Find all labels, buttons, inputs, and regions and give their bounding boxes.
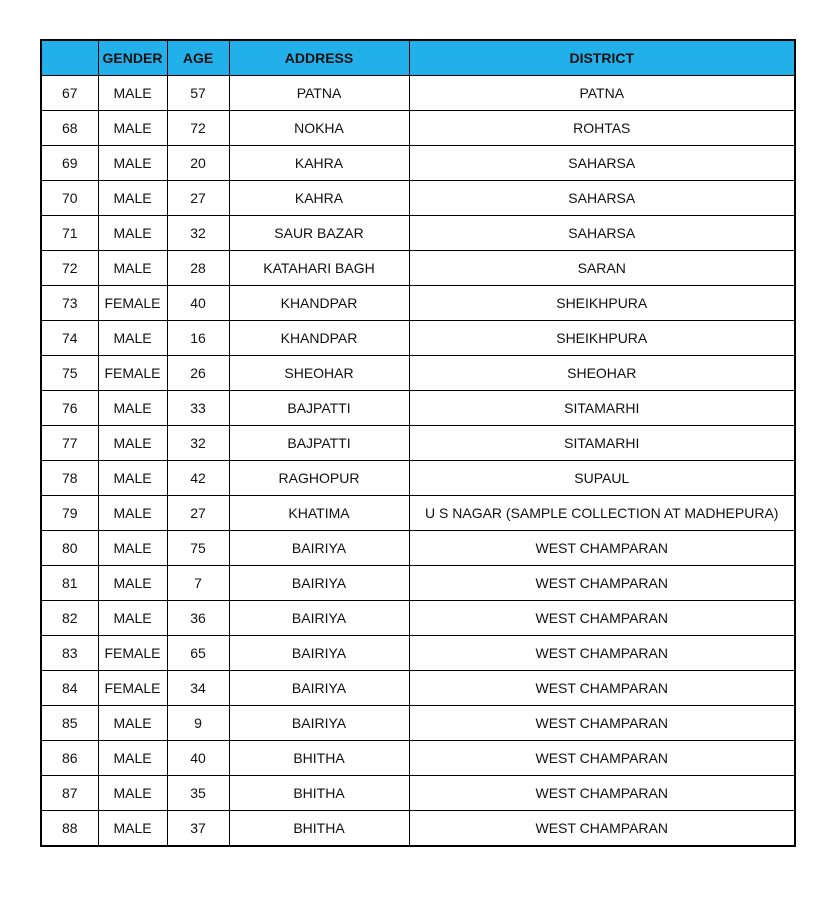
cell-age: 37 <box>167 811 229 847</box>
cell-address: BAIRIYA <box>229 531 409 566</box>
cell-age: 32 <box>167 216 229 251</box>
cell-gender: MALE <box>98 531 167 566</box>
cell-district: WEST CHAMPARAN <box>409 671 795 706</box>
table-header <box>41 40 795 76</box>
cell-age: 57 <box>167 76 229 111</box>
cell-district: SHEOHAR <box>409 356 795 391</box>
cell-address: BHITHA <box>229 776 409 811</box>
cell-serial: 67 <box>41 76 98 111</box>
cell-gender: FEMALE <box>98 671 167 706</box>
cell-serial: 87 <box>41 776 98 811</box>
cell-serial: 85 <box>41 706 98 741</box>
table-row <box>41 111 795 146</box>
cell-serial: 70 <box>41 181 98 216</box>
cell-serial: 84 <box>41 671 98 706</box>
cell-gender: MALE <box>98 566 167 601</box>
cell-serial: 74 <box>41 321 98 356</box>
table-row <box>41 566 795 601</box>
cell-serial: 71 <box>41 216 98 251</box>
cell-address: RAGHOPUR <box>229 461 409 496</box>
cell-serial: 73 <box>41 286 98 321</box>
table-row <box>41 426 795 461</box>
cell-gender: MALE <box>98 461 167 496</box>
table-body <box>41 76 795 847</box>
cell-gender: MALE <box>98 776 167 811</box>
cell-district: WEST CHAMPARAN <box>409 566 795 601</box>
cell-gender: MALE <box>98 251 167 286</box>
cell-age: 20 <box>167 146 229 181</box>
table-row <box>41 286 795 321</box>
cell-district: SITAMARHI <box>409 391 795 426</box>
table-row <box>41 76 795 111</box>
cell-district: ROHTAS <box>409 111 795 146</box>
cell-district: U S NAGAR (SAMPLE COLLECTION AT MADHEPURA) <box>409 496 795 531</box>
cell-district: WEST CHAMPARAN <box>409 706 795 741</box>
cell-gender: MALE <box>98 146 167 181</box>
cell-district: SAHARSA <box>409 216 795 251</box>
cell-age: 7 <box>167 566 229 601</box>
cell-gender: FEMALE <box>98 636 167 671</box>
cell-age: 16 <box>167 321 229 356</box>
cell-serial: 79 <box>41 496 98 531</box>
table-row <box>41 391 795 426</box>
table-row <box>41 636 795 671</box>
table-row <box>41 461 795 496</box>
cell-age: 34 <box>167 671 229 706</box>
cell-age: 26 <box>167 356 229 391</box>
cell-age: 36 <box>167 601 229 636</box>
cell-district: SAHARSA <box>409 181 795 216</box>
header-district: DISTRICT <box>409 40 795 76</box>
cell-gender: MALE <box>98 321 167 356</box>
cell-age: 75 <box>167 531 229 566</box>
table-row <box>41 706 795 741</box>
cell-address: BAIRIYA <box>229 706 409 741</box>
cell-gender: MALE <box>98 426 167 461</box>
cell-district: SARAN <box>409 251 795 286</box>
cell-serial: 78 <box>41 461 98 496</box>
cell-serial: 88 <box>41 811 98 847</box>
cell-address: SHEOHAR <box>229 356 409 391</box>
cell-age: 9 <box>167 706 229 741</box>
cell-gender: MALE <box>98 496 167 531</box>
cell-serial: 72 <box>41 251 98 286</box>
cell-district: SHEIKHPURA <box>409 321 795 356</box>
cell-gender: FEMALE <box>98 286 167 321</box>
cell-district: WEST CHAMPARAN <box>409 636 795 671</box>
cell-gender: MALE <box>98 216 167 251</box>
cell-age: 72 <box>167 111 229 146</box>
cell-address: BAJPATTI <box>229 391 409 426</box>
table-row <box>41 356 795 391</box>
cell-serial: 69 <box>41 146 98 181</box>
cell-age: 35 <box>167 776 229 811</box>
cell-address: KHANDPAR <box>229 321 409 356</box>
table-row <box>41 811 795 847</box>
cell-address: KAHRA <box>229 181 409 216</box>
cell-serial: 68 <box>41 111 98 146</box>
cell-age: 40 <box>167 741 229 776</box>
cell-serial: 77 <box>41 426 98 461</box>
table-row <box>41 671 795 706</box>
cell-district: SUPAUL <box>409 461 795 496</box>
cell-age: 28 <box>167 251 229 286</box>
cell-age: 32 <box>167 426 229 461</box>
table-row <box>41 601 795 636</box>
table-row <box>41 531 795 566</box>
header-row <box>41 40 795 76</box>
table-row <box>41 321 795 356</box>
table-row <box>41 181 795 216</box>
cell-gender: MALE <box>98 391 167 426</box>
cell-age: 33 <box>167 391 229 426</box>
cell-serial: 81 <box>41 566 98 601</box>
header-gender: GENDER <box>98 40 167 76</box>
table-row <box>41 146 795 181</box>
cell-serial: 76 <box>41 391 98 426</box>
cell-age: 65 <box>167 636 229 671</box>
cell-age: 27 <box>167 496 229 531</box>
cell-age: 40 <box>167 286 229 321</box>
header-serial <box>41 40 98 76</box>
cell-age: 42 <box>167 461 229 496</box>
table-row <box>41 776 795 811</box>
cell-address: BAIRIYA <box>229 566 409 601</box>
table-row <box>41 216 795 251</box>
cell-district: WEST CHAMPARAN <box>409 741 795 776</box>
cell-serial: 80 <box>41 531 98 566</box>
cell-gender: MALE <box>98 76 167 111</box>
cell-address: BAIRIYA <box>229 671 409 706</box>
cell-address: KAHRA <box>229 146 409 181</box>
cell-district: WEST CHAMPARAN <box>409 531 795 566</box>
cell-gender: MALE <box>98 811 167 847</box>
table-row <box>41 741 795 776</box>
table-row <box>41 251 795 286</box>
cell-district: WEST CHAMPARAN <box>409 601 795 636</box>
cell-gender: FEMALE <box>98 356 167 391</box>
cell-district: SAHARSA <box>409 146 795 181</box>
cell-address: NOKHA <box>229 111 409 146</box>
cell-serial: 82 <box>41 601 98 636</box>
cell-address: PATNA <box>229 76 409 111</box>
cell-gender: MALE <box>98 741 167 776</box>
cell-gender: MALE <box>98 601 167 636</box>
patient-table <box>40 39 796 847</box>
cell-address: BAIRIYA <box>229 601 409 636</box>
cell-district: PATNA <box>409 76 795 111</box>
cell-gender: MALE <box>98 706 167 741</box>
cell-district: WEST CHAMPARAN <box>409 811 795 847</box>
cell-address: BHITHA <box>229 741 409 776</box>
cell-address: KHANDPAR <box>229 286 409 321</box>
table-row <box>41 496 795 531</box>
cell-address: BHITHA <box>229 811 409 847</box>
cell-district: WEST CHAMPARAN <box>409 776 795 811</box>
cell-address: BAIRIYA <box>229 636 409 671</box>
cell-district: SITAMARHI <box>409 426 795 461</box>
cell-address: SAUR BAZAR <box>229 216 409 251</box>
cell-gender: MALE <box>98 181 167 216</box>
header-age: AGE <box>167 40 229 76</box>
cell-address: KATAHARI BAGH <box>229 251 409 286</box>
header-address: ADDRESS <box>229 40 409 76</box>
cell-address: BAJPATTI <box>229 426 409 461</box>
cell-address: KHATIMA <box>229 496 409 531</box>
cell-serial: 83 <box>41 636 98 671</box>
cell-serial: 75 <box>41 356 98 391</box>
cell-district: SHEIKHPURA <box>409 286 795 321</box>
cell-age: 27 <box>167 181 229 216</box>
cell-serial: 86 <box>41 741 98 776</box>
cell-gender: MALE <box>98 111 167 146</box>
